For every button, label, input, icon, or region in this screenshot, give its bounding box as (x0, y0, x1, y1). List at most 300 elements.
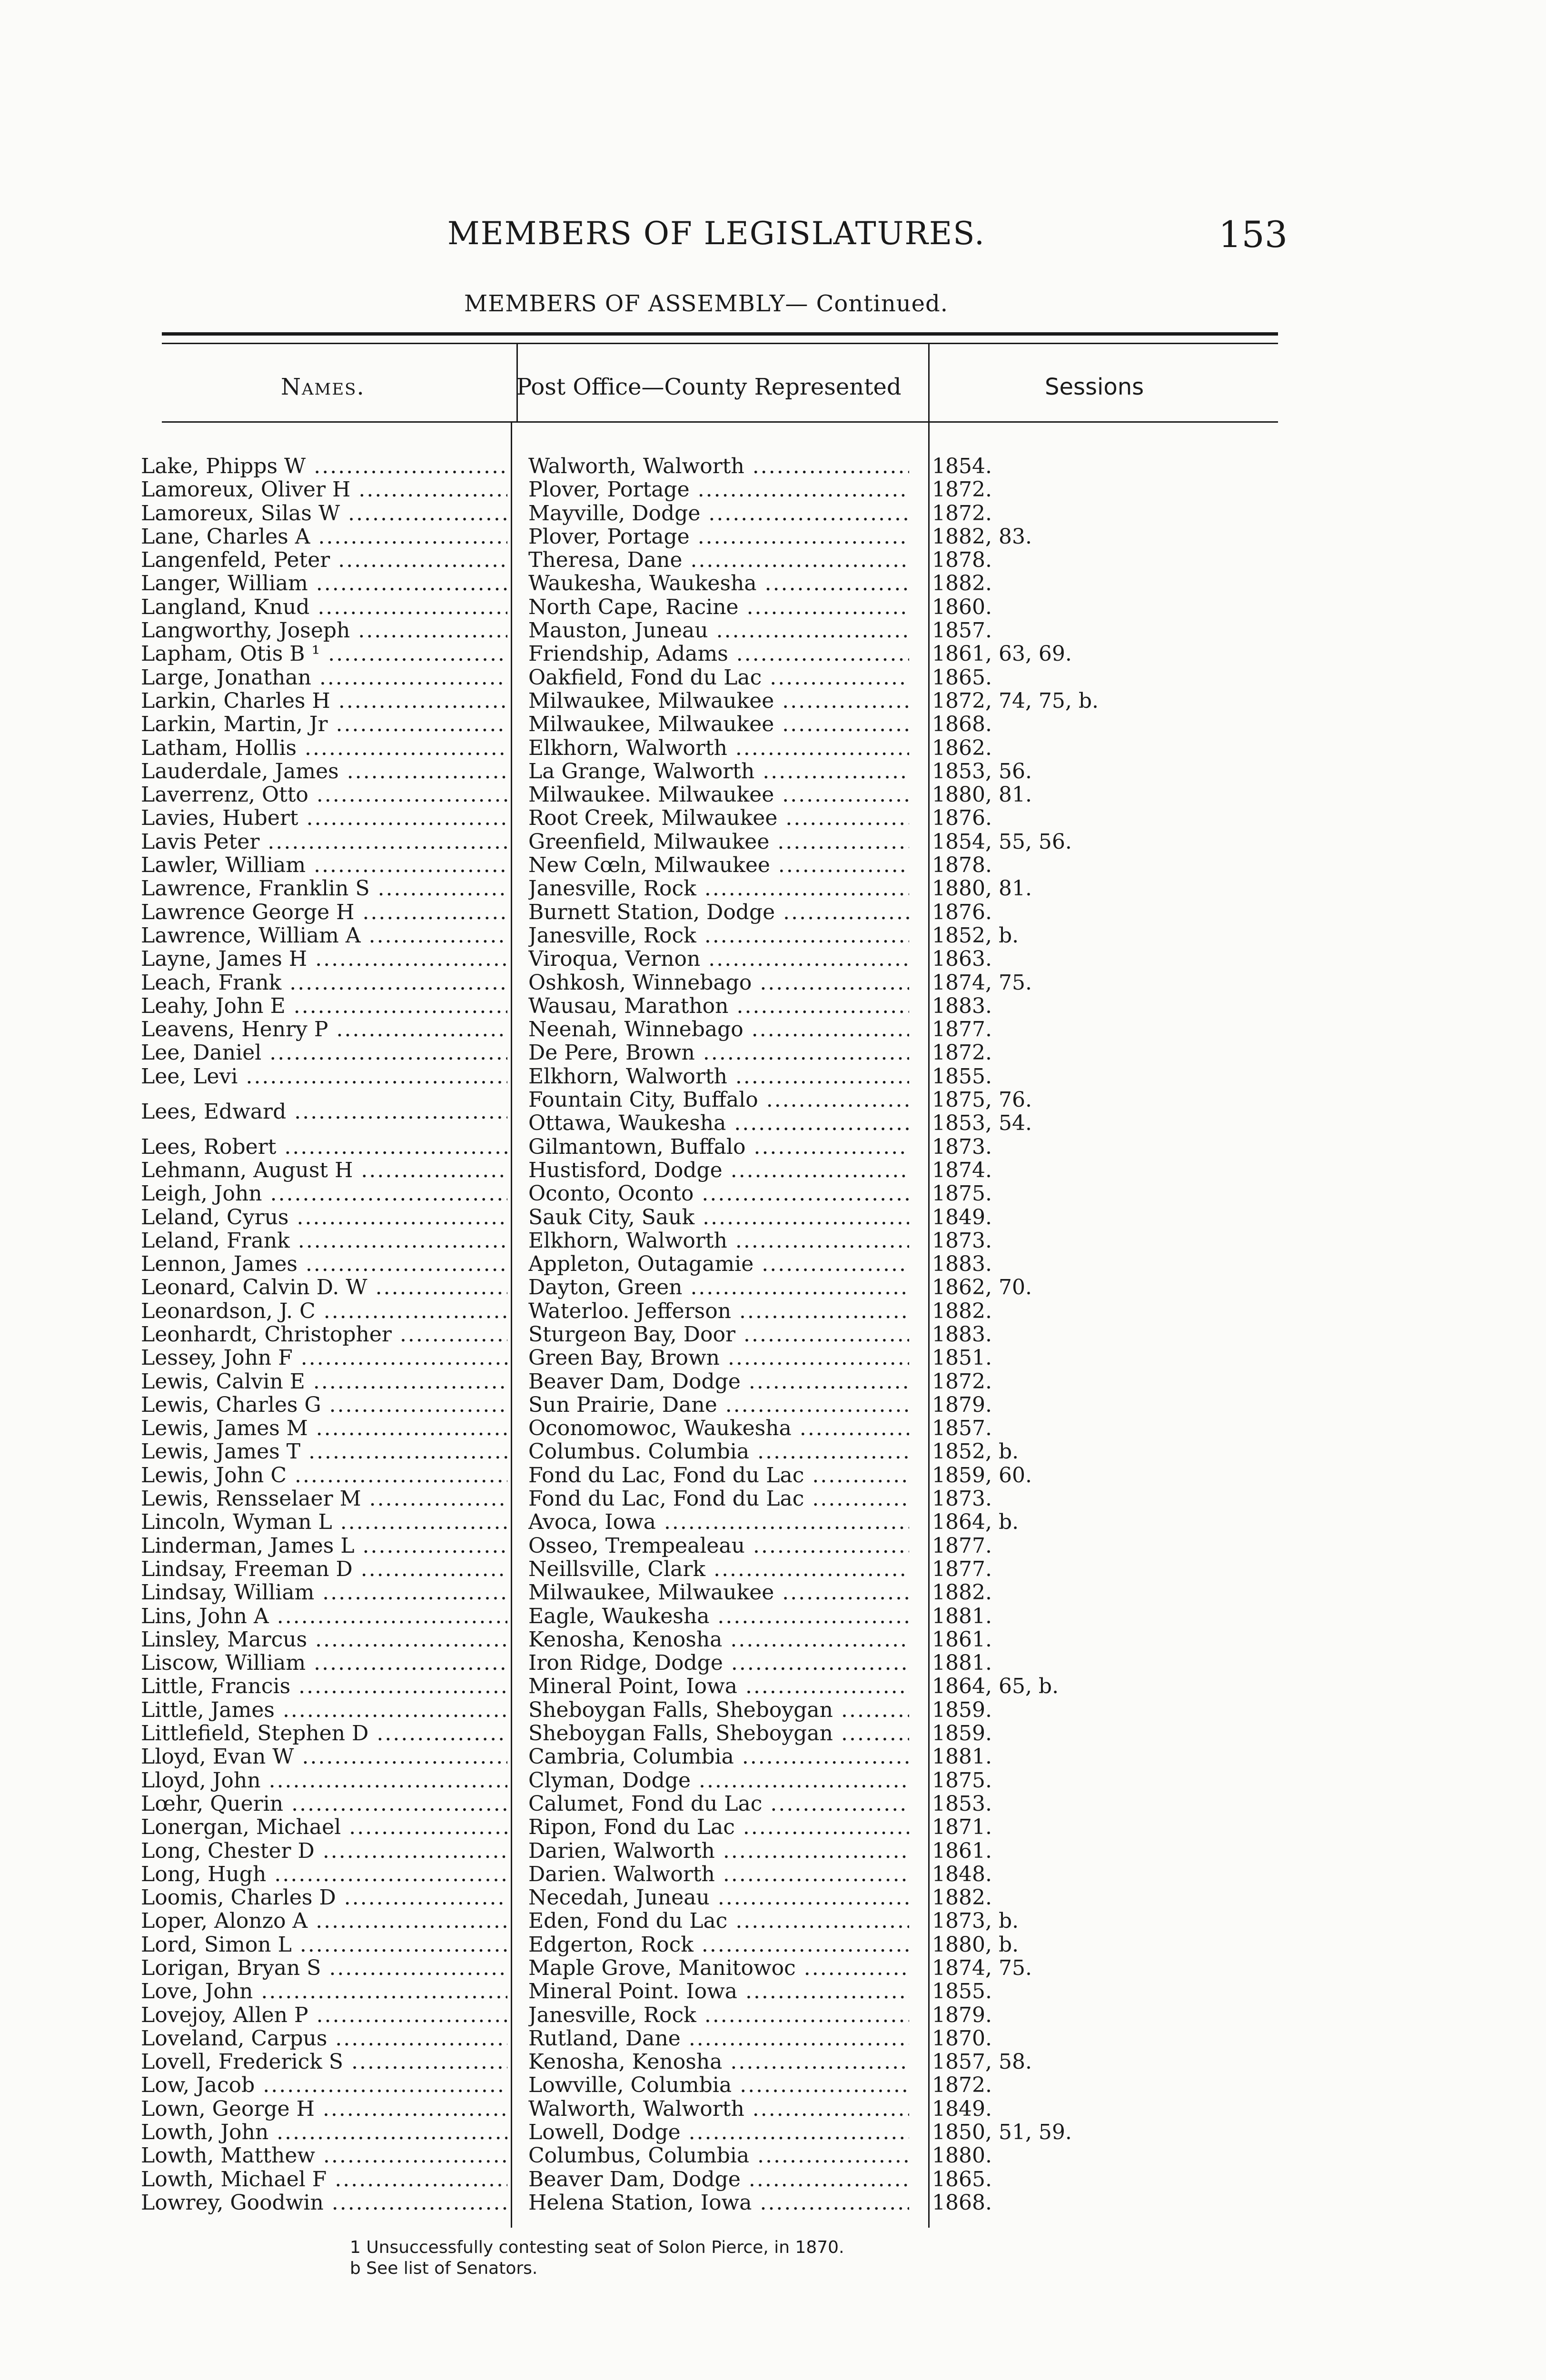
member-sessions: 1873, b. (932, 1909, 1019, 1933)
member-post-office: Mauston, Juneau ..... (528, 619, 909, 642)
table-row (0, 1933, 1546, 1956)
member-sessions: 1857, 58. (932, 2050, 1032, 2074)
member-post-office: Janesville, Rock ..... (528, 924, 909, 947)
member-name: Lawrence, William A ..... (141, 924, 507, 947)
table-row (0, 1182, 1546, 1205)
table-row (0, 1863, 1546, 1886)
member-sessions: 1849. (932, 1205, 992, 1229)
table-row (0, 947, 1546, 971)
member-post-office: Calumet, Fond du Lac ..... (528, 1792, 909, 1815)
table-top-rule-thin (162, 343, 1278, 344)
member-post-office: Oshkosh, Winnebago ..... (528, 971, 909, 994)
table-row (0, 1323, 1546, 1346)
member-sessions: 1879. (932, 1393, 992, 1417)
member-name: Lovejoy, Allen P ..... (141, 2003, 507, 2027)
member-sessions: 1872. (932, 2073, 992, 2097)
table-row (0, 1206, 1546, 1229)
member-post-office: Mineral Point, Iowa ..... (528, 1675, 909, 1698)
member-post-office: Walworth, Walworth ..... (528, 2097, 909, 2121)
table-row (0, 2121, 1546, 2144)
members-table-body (0, 455, 1546, 2214)
column-header-post-office: Post Office—County Represented (516, 374, 902, 400)
member-post-office: Waterloo. Jefferson ..... (528, 1299, 909, 1323)
table-row (0, 924, 1546, 947)
member-name: Lehmann, August H ..... (141, 1159, 507, 1182)
table-row (0, 2144, 1546, 2167)
member-name: Lindsay, Freeman D ..... (141, 1557, 507, 1581)
member-sessions: 1868. (932, 2191, 992, 2214)
member-post-office: Sauk City, Sauk ..... (528, 1206, 909, 1229)
member-sessions: 1873. (932, 1135, 992, 1159)
table-row (0, 736, 1546, 760)
table-row (0, 1487, 1546, 1510)
member-post-office: Ripon, Fond du Lac ..... (528, 1815, 909, 1839)
member-sessions: 1881. (932, 1651, 992, 1675)
member-name: Leonard, Calvin D. W ..... (141, 1276, 507, 1299)
table-row (0, 760, 1546, 783)
member-post-office: Mayville, Dodge ..... (528, 502, 909, 525)
member-name: Leland, Frank ..... (141, 1229, 507, 1252)
table-row (0, 713, 1546, 736)
member-sessions: 1863. (932, 947, 992, 971)
member-sessions: 1880, 81. (932, 783, 1032, 807)
member-post-office: Milwaukee, Milwaukee ..... (528, 689, 909, 713)
member-name: Lewis, James T ..... (141, 1440, 507, 1463)
member-post-office: Oconto, Oconto ..... (528, 1182, 909, 1205)
column-header-names: Names. (281, 374, 365, 400)
member-name: Lovell, Frederick S ..... (141, 2050, 507, 2073)
member-sessions: 1880, b. (932, 1933, 1019, 1956)
member-sessions: 1851. (932, 1346, 992, 1370)
table-row (0, 1675, 1546, 1698)
member-sessions: 1873. (932, 1229, 992, 1252)
member-sessions: 1872. (932, 478, 992, 502)
member-name: Long, Chester D ..... (141, 1839, 507, 1863)
member-post-office: Viroqua, Vernon ..... (528, 947, 909, 971)
member-name: Lees, Edward ..... (141, 1100, 507, 1123)
member-name: Loper, Alonzo A ..... (141, 1909, 507, 1933)
table-row (0, 2027, 1546, 2050)
member-post-office: Milwaukee, Milwaukee ..... (528, 1581, 909, 1604)
member-post-office: Avoca, Iowa ..... (528, 1510, 909, 1534)
member-name: Leach, Frank ..... (141, 971, 507, 994)
member-post-office: Plover, Portage ..... (528, 525, 909, 548)
member-sessions: 1883. (932, 1252, 992, 1276)
member-post-office: Ottawa, Waukesha ..... (528, 1111, 909, 1135)
member-name: Lonergan, Michael ..... (141, 1815, 507, 1839)
member-post-office: Mineral Point. Iowa ..... (528, 1980, 909, 2003)
member-post-office: Osseo, Trempealeau ..... (528, 1534, 909, 1557)
table-row (0, 572, 1546, 595)
member-sessions: 1877. (932, 1557, 992, 1581)
member-post-office: Lowville, Columbia ..... (528, 2073, 909, 2097)
table-row (0, 830, 1546, 853)
table-row (0, 1440, 1546, 1463)
member-name: Low, Jacob ..... (141, 2073, 507, 2097)
table-row (0, 901, 1546, 924)
table-row (0, 783, 1546, 806)
member-name: Lown, George H ..... (141, 2097, 507, 2121)
table-row (0, 1135, 1546, 1159)
table-row (0, 1229, 1546, 1252)
table-row (0, 455, 1546, 478)
member-post-office: Dayton, Green ..... (528, 1276, 909, 1299)
member-post-office: Beaver Dam, Dodge ..... (528, 2168, 909, 2191)
table-row (0, 2168, 1546, 2191)
section-subheader: MEMBERS OF ASSEMBLY— Continued. (464, 290, 949, 317)
member-sessions: 1861, 63, 69. (932, 642, 1072, 666)
footnote-1: 1 Unsuccessfully contesting seat of Solon Pierce, in 1870. (350, 2238, 844, 2257)
member-sessions: 1848. (932, 1862, 992, 1886)
table-top-rule-thick (162, 332, 1278, 336)
page-number: 153 (1219, 213, 1288, 256)
table-row (0, 1346, 1546, 1369)
table-row (0, 619, 1546, 642)
member-name: Lowth, Michael F ..... (141, 2168, 507, 2191)
member-name: Leland, Cyrus ..... (141, 1206, 507, 1229)
member-post-office: Maple Grove, Manitowoc ..... (528, 1956, 909, 1980)
member-name: Lamoreux, Oliver H ..... (141, 478, 507, 501)
table-row (0, 1041, 1546, 1064)
member-post-office: La Grange, Walworth ..... (528, 760, 909, 783)
member-sessions: 1872. (932, 1041, 992, 1065)
member-sessions: 1872, 74, 75, b. (932, 689, 1099, 713)
table-row (0, 548, 1546, 572)
member-post-office: Elkhorn, Walworth ..... (528, 1065, 909, 1088)
member-name: Lewis, Rensselaer M ..... (141, 1487, 507, 1510)
member-post-office: Darien. Walworth ..... (528, 1863, 909, 1886)
member-post-office: Wausau, Marathon ..... (528, 994, 909, 1018)
table-row (0, 1065, 1546, 1088)
member-name: Linderman, James L ..... (141, 1534, 507, 1557)
member-sessions: 1853, 54. (932, 1111, 1032, 1135)
member-name: Liscow, William ..... (141, 1651, 507, 1675)
table-row (0, 1769, 1546, 1792)
member-name: Little, James ..... (141, 1698, 507, 1722)
member-post-office: Clyman, Dodge ..... (528, 1769, 909, 1792)
member-name: Linsley, Marcus ..... (141, 1628, 507, 1651)
table-row (0, 1018, 1546, 1041)
member-name: Lessey, John F ..... (141, 1346, 507, 1369)
member-sessions: 1880, 81. (932, 877, 1032, 901)
member-name: Lincoln, Wyman L ..... (141, 1510, 507, 1534)
member-sessions: 1881. (932, 1604, 992, 1628)
member-sessions: 1861. (932, 1839, 992, 1863)
member-name: Lavis Peter ..... (141, 830, 507, 853)
member-name: Large, Jonathan ..... (141, 666, 507, 689)
member-sessions: 1878. (932, 853, 992, 877)
table-row (0, 1722, 1546, 1745)
table-row (0, 1815, 1546, 1839)
member-post-office: Eagle, Waukesha ..... (528, 1605, 909, 1628)
member-sessions: 1872. (932, 1369, 992, 1393)
member-sessions: 1878. (932, 548, 992, 572)
member-sessions: 1855. (932, 1980, 992, 2003)
table-row (0, 525, 1546, 548)
member-post-office: Janesville, Rock ..... (528, 2003, 909, 2027)
member-name: Lee, Levi ..... (141, 1065, 507, 1088)
table-row (0, 1956, 1546, 1980)
member-name: Lennon, James ..... (141, 1252, 507, 1276)
member-name: Love, John ..... (141, 1980, 507, 2003)
member-sessions: 1882. (932, 572, 992, 595)
member-post-office: Kenosha, Kenosha ..... (528, 2050, 909, 2073)
member-name: Lees, Robert ..... (141, 1135, 507, 1159)
member-post-office: Elkhorn, Walworth ..... (528, 736, 909, 760)
member-sessions: 1852, b. (932, 923, 1019, 947)
member-post-office: Burnett Station, Dodge ..... (528, 901, 909, 924)
member-name: Langer, William ..... (141, 572, 507, 595)
member-post-office: Milwaukee, Milwaukee ..... (528, 713, 909, 736)
member-sessions: 1871. (932, 1815, 992, 1839)
table-row (0, 1980, 1546, 2003)
member-name: Long, Hugh ..... (141, 1863, 507, 1886)
member-sessions: 1875, 76. (932, 1088, 1032, 1112)
member-sessions: 1882, 83. (932, 525, 1032, 548)
member-sessions: 1855. (932, 1064, 992, 1088)
table-row (0, 1557, 1546, 1581)
table-row (0, 1393, 1546, 1417)
member-post-office: Milwaukee. Milwaukee ..... (528, 783, 909, 806)
table-row (0, 1792, 1546, 1815)
member-sessions: 1849. (932, 2097, 992, 2121)
member-name: Lins, John A ..... (141, 1605, 507, 1628)
member-post-office: Kenosha, Kenosha ..... (528, 1628, 909, 1651)
table-row (0, 877, 1546, 900)
member-post-office: New Cœln, Milwaukee ..... (528, 853, 909, 877)
member-sessions: 1852, b. (932, 1440, 1019, 1464)
footnotes (350, 2237, 844, 2279)
member-sessions: 1883. (932, 1322, 992, 1346)
member-sessions: 1876. (932, 806, 992, 830)
member-sessions: 1877. (932, 1018, 992, 1041)
member-post-office: Sheboygan Falls, Sheboygan ..... (528, 1698, 909, 1722)
member-name: Little, Francis ..... (141, 1675, 507, 1698)
member-post-office: Darien, Walworth ..... (528, 1839, 909, 1863)
member-name: Leahy, John E ..... (141, 994, 507, 1018)
member-name: Lowth, John ..... (141, 2121, 507, 2144)
table-row (0, 1605, 1546, 1628)
table-row (0, 2073, 1546, 2097)
member-sessions: 1874, 75. (932, 971, 1032, 994)
member-sessions: 1853. (932, 1792, 992, 1815)
member-post-office: Greenfield, Milwaukee ..... (528, 830, 909, 853)
member-name: Lorigan, Bryan S ..... (141, 1956, 507, 1980)
member-sessions: 1881. (932, 1745, 992, 1769)
member-name: Lindsay, William ..... (141, 1581, 507, 1604)
member-sessions: 1880. (932, 2144, 992, 2168)
table-row (0, 689, 1546, 713)
member-name: Lewis, John C ..... (141, 1464, 507, 1487)
member-post-office: Plover, Portage ..... (528, 478, 909, 501)
member-name: Lœhr, Querin ..... (141, 1792, 507, 1815)
member-sessions: 1877. (932, 1534, 992, 1557)
table-row (0, 1581, 1546, 1604)
member-post-office: Waukesha, Waukesha ..... (528, 572, 909, 595)
table-row (0, 1651, 1546, 1675)
member-post-office: Sheboygan Falls, Sheboygan ..... (528, 1722, 909, 1745)
member-post-office: Elkhorn, Walworth ..... (528, 1229, 909, 1252)
table-row (0, 1417, 1546, 1440)
table-row (0, 1510, 1546, 1534)
member-post-office: Fond du Lac, Fond du Lac ..... (528, 1487, 909, 1510)
member-name: Larkin, Martin, Jr ..... (141, 713, 507, 736)
member-name: Lamoreux, Silas W ..... (141, 502, 507, 525)
member-post-office: De Pere, Brown ..... (528, 1041, 909, 1064)
table-row (0, 1299, 1546, 1323)
member-name: Laverrenz, Otto ..... (141, 783, 507, 806)
member-name: Lewis, Calvin E ..... (141, 1370, 507, 1393)
member-sessions: 1859. (932, 1698, 992, 1722)
member-post-office: Theresa, Dane ..... (528, 548, 909, 572)
member-post-office: Helena Station, Iowa ..... (528, 2191, 909, 2214)
member-sessions: 1882. (932, 1886, 992, 1910)
member-sessions: 1873. (932, 1487, 992, 1511)
member-sessions: 1862, 70. (932, 1276, 1032, 1299)
member-sessions: 1857. (932, 619, 992, 643)
member-post-office: Columbus. Columbia ..... (528, 1440, 909, 1463)
member-post-office: Appleton, Outagamie ..... (528, 1252, 909, 1276)
table-row (0, 1276, 1546, 1299)
member-sessions: 1875. (932, 1768, 992, 1792)
member-sessions: 1859, 60. (932, 1463, 1032, 1487)
member-sessions: 1864, 65, b. (932, 1675, 1059, 1698)
member-name: Littlefield, Stephen D ..... (141, 1722, 507, 1745)
member-name: Langland, Knud ..... (141, 595, 507, 619)
table-row (0, 1745, 1546, 1768)
member-name: Lewis, Charles G ..... (141, 1393, 507, 1417)
member-post-office: Edgerton, Rock ..... (528, 1933, 909, 1956)
member-sessions: 1882. (932, 1299, 992, 1323)
table-row (0, 1698, 1546, 1722)
member-sessions: 1864, b. (932, 1510, 1019, 1534)
member-name: Loveland, Carpus ..... (141, 2027, 507, 2050)
member-name: Lauderdale, James ..... (141, 760, 507, 783)
member-sessions: 1854, 55, 56. (932, 830, 1072, 853)
member-post-office: Walworth, Walworth ..... (528, 455, 909, 478)
member-sessions: 1874. (932, 1158, 992, 1182)
member-sessions: 1865. (932, 2167, 992, 2191)
member-post-office: Beaver Dam, Dodge ..... (528, 1370, 909, 1393)
member-sessions: 1862. (932, 736, 992, 760)
member-sessions: 1872. (932, 501, 992, 525)
member-post-office: Columbus, Columbia ..... (528, 2144, 909, 2167)
member-post-office: Cambria, Columbia ..... (528, 1745, 909, 1768)
member-name: Langworthy, Joseph ..... (141, 619, 507, 642)
member-sessions: 1875. (932, 1182, 992, 1206)
member-post-office: Fond du Lac, Fond du Lac ..... (528, 1464, 909, 1487)
table-row (0, 971, 1546, 994)
member-sessions: 1882. (932, 1581, 992, 1605)
member-sessions: 1868. (932, 713, 992, 736)
member-sessions: 1876. (932, 900, 992, 924)
member-name: Leavens, Henry P ..... (141, 1018, 507, 1041)
table-row (0, 853, 1546, 877)
member-name: Layne, James H ..... (141, 947, 507, 971)
member-name: Lord, Simon L ..... (141, 1933, 507, 1956)
member-sessions: 1850, 51, 59. (932, 2121, 1072, 2144)
member-name: Leonardson, J. C ..... (141, 1299, 507, 1323)
table-row (0, 2191, 1546, 2214)
table-row (0, 642, 1546, 665)
member-sessions: 1854. (932, 455, 992, 478)
table-header-bottom-rule (162, 421, 1278, 423)
member-name: Lowth, Matthew ..... (141, 2144, 507, 2167)
member-name: Loomis, Charles D ..... (141, 1886, 507, 1909)
member-post-office: Sturgeon Bay, Door ..... (528, 1323, 909, 1346)
member-sessions: 1853, 56. (932, 759, 1032, 783)
member-sessions: 1860. (932, 595, 992, 619)
member-sessions: 1865. (932, 665, 992, 689)
member-name: Lawler, William ..... (141, 853, 507, 877)
member-post-office: Green Bay, Brown ..... (528, 1346, 909, 1369)
table-row (0, 502, 1546, 525)
member-post-office: Sun Prairie, Dane ..... (528, 1393, 909, 1417)
member-name: Lloyd, John ..... (141, 1769, 507, 1792)
table-row (0, 478, 1546, 501)
footnote-b: b See list of Senators. (350, 2259, 538, 2278)
column-header-sessions: Sessions (1045, 374, 1144, 400)
member-name: Lloyd, Evan W ..... (141, 1745, 507, 1768)
member-name: Lapham, Otis B ¹ ..... (141, 642, 507, 665)
table-row (0, 1886, 1546, 1909)
member-post-office: Eden, Fond du Lac ..... (528, 1909, 909, 1933)
member-name: Lavies, Hubert ..... (141, 806, 507, 830)
table-row (0, 994, 1546, 1018)
page-title: MEMBERS OF LEGISLATURES. (447, 215, 986, 252)
member-post-office: North Cape, Racine ..... (528, 595, 909, 619)
member-name: Leonhardt, Christopher ..... (141, 1323, 507, 1346)
table-row (0, 1534, 1546, 1557)
member-post-office: Iron Ridge, Dodge ..... (528, 1651, 909, 1675)
member-post-office: Oconomowoc, Waukesha ..... (528, 1417, 909, 1440)
member-name: Lowrey, Goodwin ..... (141, 2191, 507, 2214)
table-row (0, 1839, 1546, 1863)
table-row (0, 1909, 1546, 1933)
table-row (0, 2050, 1546, 2073)
member-name: Leigh, John ..... (141, 1182, 507, 1205)
table-row (0, 1628, 1546, 1651)
table-row (0, 1252, 1546, 1276)
member-sessions: 1874, 75. (932, 1956, 1032, 1980)
member-post-office: Oakfield, Fond du Lac ..... (528, 666, 909, 689)
member-name: Lee, Daniel ..... (141, 1041, 507, 1064)
member-name: Lawrence, Franklin S ..... (141, 877, 507, 900)
member-sessions: 1883. (932, 994, 992, 1018)
member-post-office: Rutland, Dane ..... (528, 2027, 909, 2050)
member-name: Lake, Phipps W ..... (141, 455, 507, 478)
member-sessions: 1870. (932, 2026, 992, 2050)
member-post-office: Friendship, Adams ..... (528, 642, 909, 665)
column-divider-header-2 (928, 344, 930, 421)
member-sessions: 1859. (932, 1722, 992, 1745)
member-post-office: Neenah, Winnebago ..... (528, 1018, 909, 1041)
member-name: Lewis, James M ..... (141, 1417, 507, 1440)
member-post-office: Fountain City, Buffalo ..... (528, 1088, 909, 1111)
member-name: Lawrence George H ..... (141, 901, 507, 924)
table-row (0, 1370, 1546, 1393)
member-post-office: Janesville, Rock ..... (528, 877, 909, 900)
table-row (0, 666, 1546, 689)
member-post-office: Hustisford, Dodge ..... (528, 1159, 909, 1182)
member-name: Lane, Charles A ..... (141, 525, 507, 548)
member-sessions: 1879. (932, 2003, 992, 2027)
member-post-office: Neillsville, Clark ..... (528, 1557, 909, 1581)
member-sessions: 1861. (932, 1627, 992, 1651)
member-post-office: Lowell, Dodge ..... (528, 2121, 909, 2144)
table-row (0, 2097, 1546, 2121)
table-row (0, 595, 1546, 619)
